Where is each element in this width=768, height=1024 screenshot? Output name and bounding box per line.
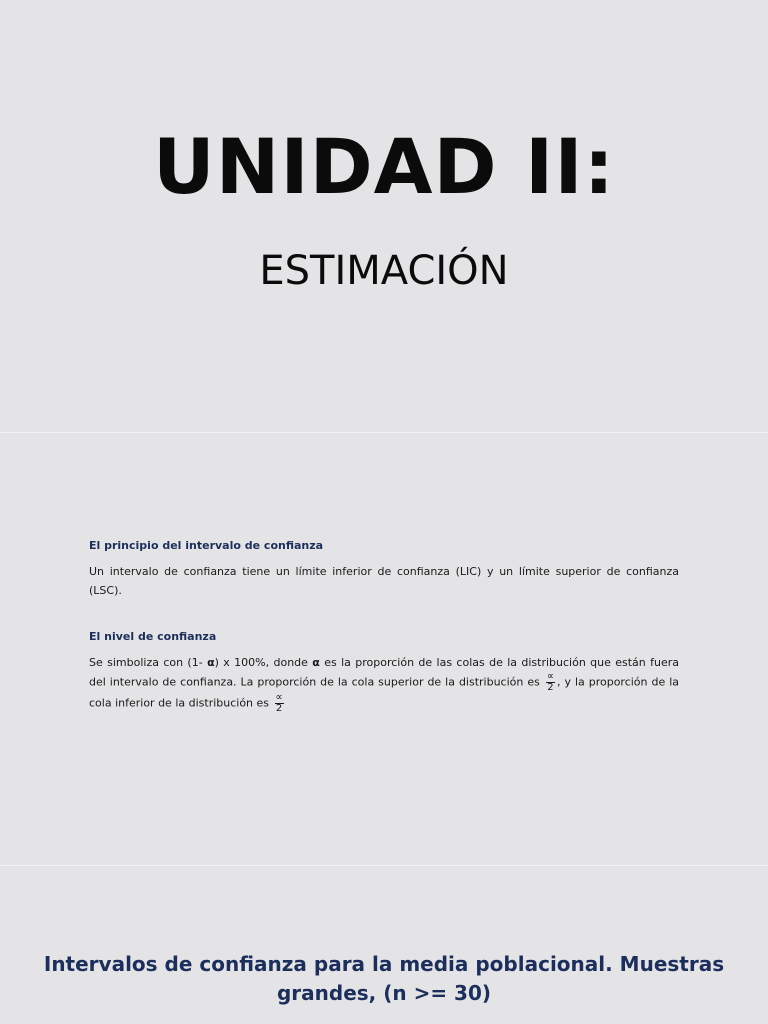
section-heading: Intervalos de confianza para la media poblacional. Muestras grandes, (n >= 30) — [43, 952, 725, 1005]
section-heading-principle: El principio del intervalo de confianza — [89, 539, 324, 552]
text-part: es la proporción de las colas de la distribución que están fuera del intervalo de confianza. La proporción de la cola superior de la distribución es — [89, 656, 680, 689]
section-slide — [0, 866, 768, 1024]
content-slide — [0, 433, 768, 865]
fraction-denominator: 2 — [547, 682, 554, 693]
alpha-symbol: α — [207, 656, 215, 669]
fraction-numerator: ∝ — [275, 692, 283, 703]
section-text-confidence-level — [89, 653, 679, 714]
fraction-numerator: ∝ — [546, 671, 554, 682]
title-slide — [0, 0, 768, 432]
alpha-over-two-fraction — [546, 672, 555, 693]
text-part: , y la proporción de la cola inferior de la distribución es — [89, 675, 680, 710]
section-text-principle: Un intervalo de confianza tiene un límite inferior de confianza (LIC) y un límite superior de confianza (LSC). — [89, 565, 679, 597]
alpha-symbol: α — [312, 656, 320, 669]
slide-subtitle: ESTIMACIÓN — [259, 248, 509, 294]
fraction-denominator: 2 — [275, 703, 283, 714]
slide-title: UNIDAD II: — [153, 122, 615, 211]
text-part: ) x 100%, donde — [214, 656, 308, 669]
section-heading-confidence-level: El nivel de confianza — [89, 630, 217, 643]
text-part: Se simboliza con (1- — [89, 656, 203, 669]
alpha-over-two-fraction — [275, 693, 284, 714]
slide-content — [89, 539, 679, 714]
